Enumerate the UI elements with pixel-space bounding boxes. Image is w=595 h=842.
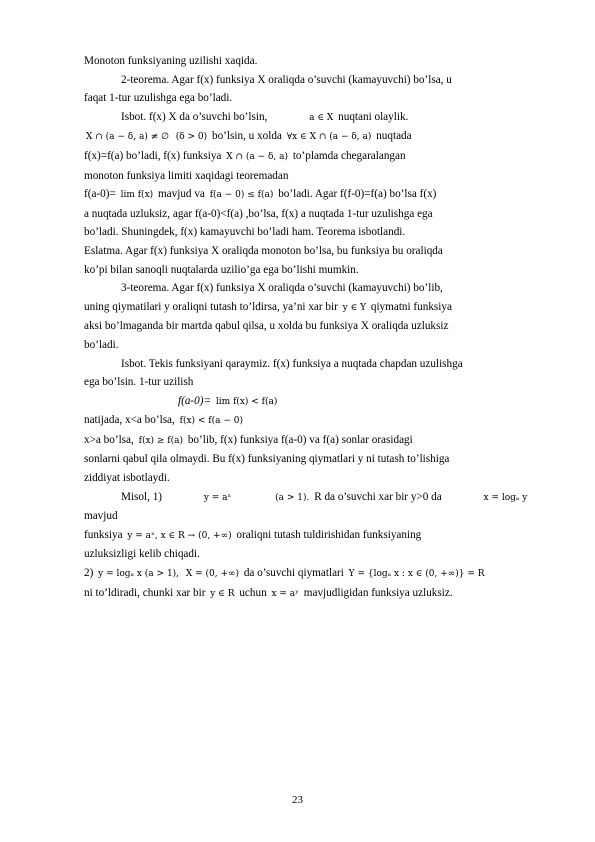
text: mavjud [84, 510, 118, 523]
formula: f(a − 0) ≤ f(a) [209, 190, 274, 201]
formula: lim f(x) [120, 190, 154, 201]
formula: y ∈ Y [342, 302, 367, 313]
text: 2) [84, 567, 94, 580]
text: mavjudligidan funksiya uzluksiz. [303, 586, 453, 599]
proof-2-line-2: ega bo’lsin. 1-tur uzilish [84, 376, 194, 389]
text: funksiya [84, 528, 123, 541]
text: mavjud va [157, 188, 205, 201]
formula: X ∩ (a − δ, a) [226, 151, 289, 162]
example-line-5 [84, 584, 550, 604]
text: x>a bo’lsa, [84, 433, 134, 446]
formula: f(x) ≥ f(a) [138, 435, 184, 446]
text: Misol, 1) [121, 490, 163, 503]
formula: (a > 1). [275, 492, 310, 503]
proof-2-line-5 [84, 431, 550, 451]
formula: Y = {logₐ x : x ∈ (0, +∞)} = R [348, 569, 485, 580]
formula: y = aˣ [203, 492, 232, 503]
text: f(a-0)= [178, 394, 212, 407]
note-line-1: Eslatma. Agar f(x) funksiya X oraliqda monoton bo’lsa, bu funksiya bu oraliqda [84, 244, 443, 257]
formula: y = logₐ x (a > 1), [98, 569, 180, 580]
formula: X ∩ (a − δ, a) ≠ ∅ [86, 132, 169, 143]
proof-1-line-7: bo’ladi. Shuningdek, f(x) kamayuvchi bo’ladi ham. Teorema isbotlandi. [84, 226, 406, 239]
formula: a ∈ X [309, 112, 334, 123]
proof-2-line-4 [84, 411, 550, 431]
text: da o’suvchi qiymatlari [243, 567, 344, 580]
proof-2-line-3 [84, 392, 550, 412]
text: nuqtani olaylik. [338, 110, 409, 123]
text: oraliqni tutash tuldirishidan funksiyaning [236, 528, 422, 541]
text: f(x)=f(a) bo’ladi, f(x) funksiya [84, 149, 222, 162]
example-line-4 [84, 564, 550, 584]
text: uning qiymatilari y oraliqni tutash to’ldirsa, ya’ni xar bir [84, 300, 338, 313]
proof-2-line-6: sonlarni qabul qila olmaydi. Bu f(x) funksiyaning qiymatlari y ni tutash to’lishiga [84, 453, 450, 466]
example-line-1 [84, 488, 550, 526]
text: bo’lsin, u xolda [211, 130, 282, 143]
theorem-2-line-1: 2-teorema. Agar f(x) funksiya X oraliqda o’suvchi (kamayuvchi) bo’lsa, u [121, 73, 452, 86]
formula: f(x) < f(a − 0) [179, 416, 244, 427]
text: bo’lib, f(x) funksiya f(a-0) va f(a) sonlar orasidagi [187, 433, 413, 446]
text: Isbot. f(x) X da o’suvchi bo’lsin, [121, 110, 268, 123]
formula: y = aˣ, x ∈ R → (0, +∞) [127, 530, 232, 541]
formula: X = (0, +∞) [185, 569, 240, 580]
formula: x = aʸ [271, 588, 299, 599]
text: R da o’suvchi xar bir y>0 da [314, 490, 442, 503]
proof-1-line-6: a nuqtada uzluksiz, agar f(a-0)<f(a) ,bo’lsa, f(x) a nuqtada 1-tur uzulishga ega [84, 207, 433, 220]
text: qiymatni funksiya [370, 300, 452, 313]
proof-1-line-4: monoton funksiya limiti xaqidagi teoremadan [84, 169, 289, 182]
formula: x = logₐ y [483, 492, 528, 503]
proof-2-line-7: ziddiyat isbotlaydi. [84, 472, 170, 485]
proof-2-line-1: Isbot. Tekis funksiyani qaraymiz. f(x) funksiya a nuqtada chapdan uzulishga [121, 357, 463, 370]
formula: y ∈ R [210, 588, 235, 599]
theorem-3-line-4: bo’ladi. [84, 338, 119, 351]
text: ni to’ldiradi, chunki xar bir [84, 586, 206, 599]
example-line-3: uzluksizligi kelib chiqadi. [84, 548, 200, 561]
document-page [84, 52, 550, 603]
example-line-2 [84, 526, 550, 546]
section-heading: Monoton funksiyaning uzilishi xaqida. [84, 55, 258, 67]
theorem-3-line-2 [84, 298, 550, 318]
text: nuqtada [376, 130, 412, 143]
text: to’plamda chegaralangan [292, 149, 406, 162]
formula: (δ > 0) [175, 132, 208, 143]
theorem-3-line-1: 3-teorema. Agar f(x) funksiya X oraliqda o’suvchi (kamayuvchi) bo’lib, [121, 282, 443, 295]
theorem-3-line-3: aksi bo’lmaganda bir martda qabul qilsa, u xolda bu funksiya X oraliqda uzluksiz [84, 320, 449, 333]
proof-1-line-3 [84, 147, 550, 167]
proof-1-line-1 [84, 108, 550, 128]
proof-1-line-2 [84, 127, 550, 147]
text: bo’ladi. Agar f(f-0)=f(a) bo’lsa f(x) [278, 188, 437, 201]
formula: lim f(x) < f(a) [215, 396, 278, 407]
note-line-2: ko’pi bilan sanoqli nuqtalarda uzilio’ga ega bo’lishi mumkin. [84, 263, 359, 276]
theorem-2-line-2: faqat 1-tur uzulishga ega bo’ladi. [84, 92, 233, 105]
text: natijada, x<a bo’lsa, [84, 414, 175, 427]
text: f(a-0)= [84, 188, 116, 201]
text: uchun [239, 586, 267, 599]
formula: ∀x ∈ X ∩ (a − δ, a) [286, 132, 372, 143]
page-number: 23 [292, 794, 303, 806]
proof-1-line-5 [84, 185, 550, 205]
